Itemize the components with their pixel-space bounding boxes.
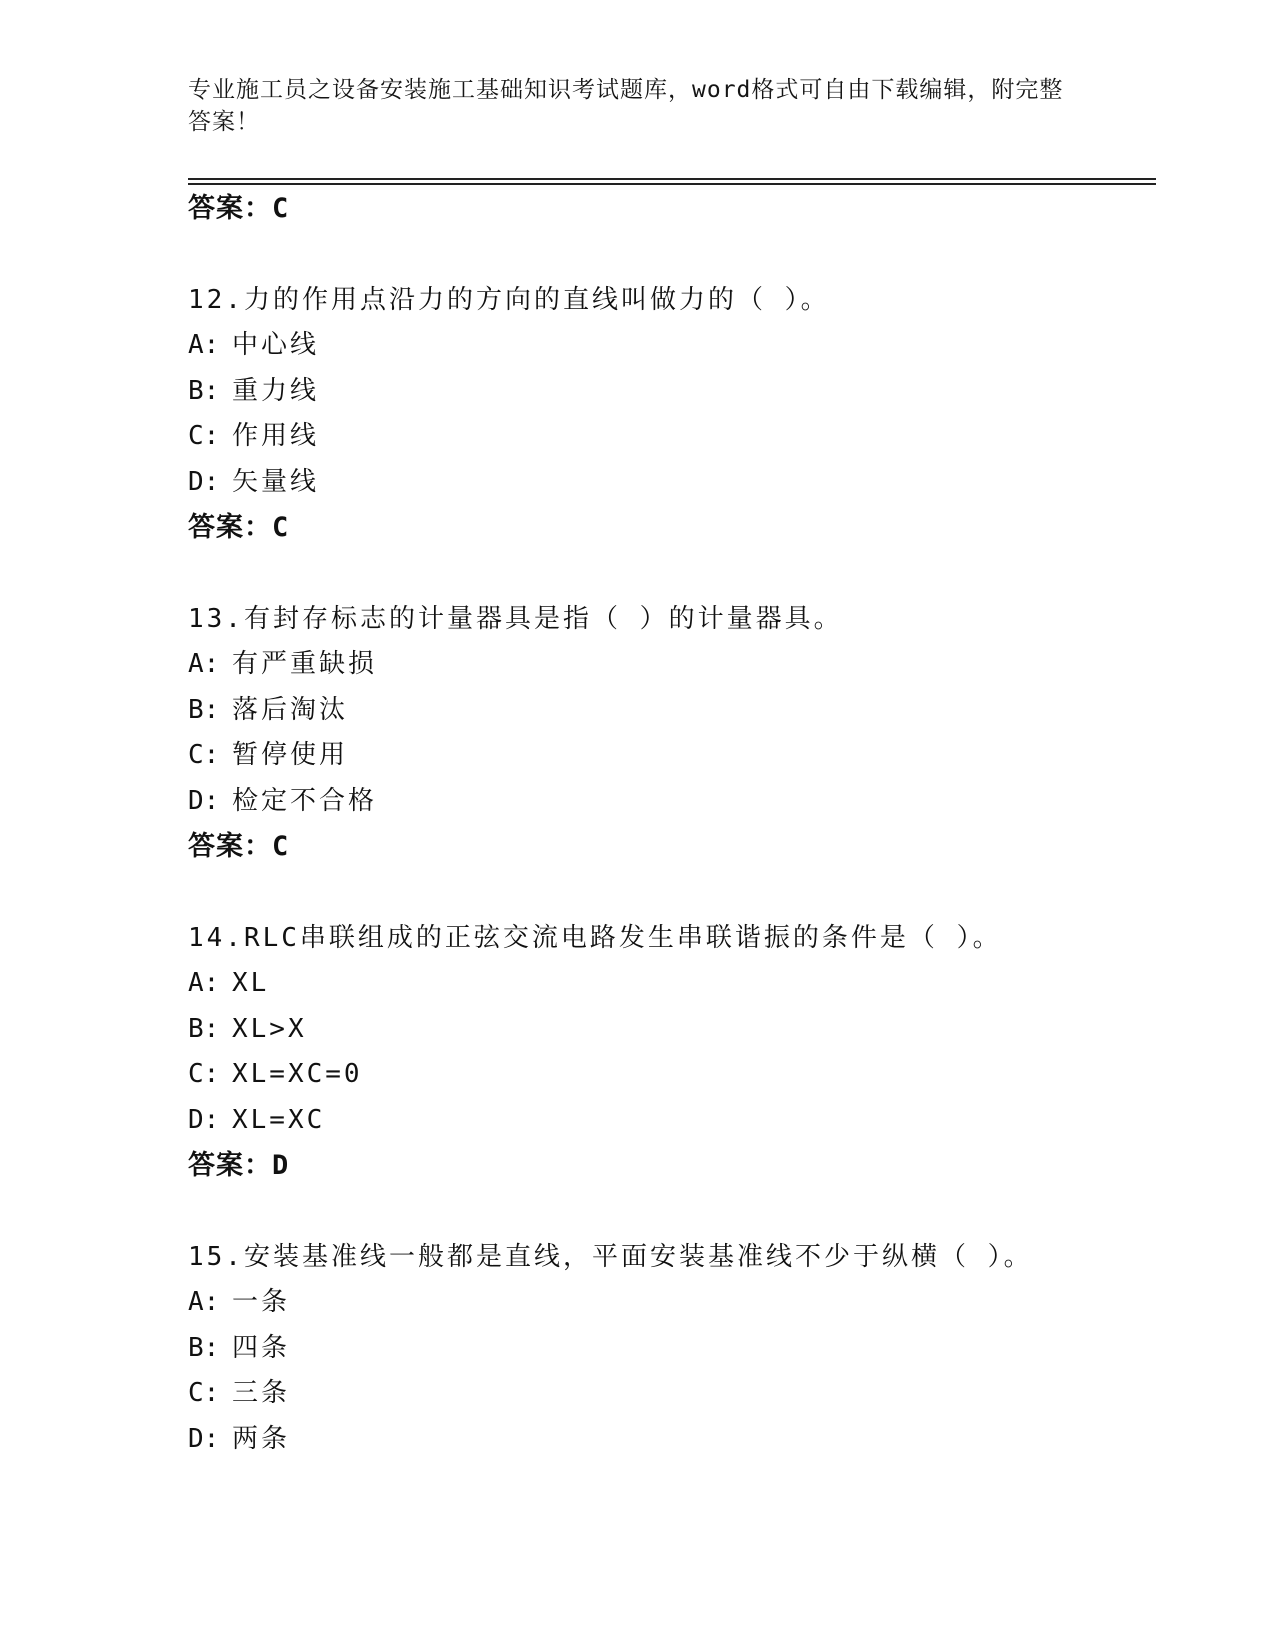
option-c xyxy=(188,1052,1156,1098)
option-d xyxy=(188,779,1156,825)
option-c xyxy=(188,1371,1156,1417)
option-a xyxy=(188,323,1156,369)
option-a xyxy=(188,642,1156,688)
option-c xyxy=(188,414,1156,460)
option-letter: A: xyxy=(188,649,220,679)
option-d xyxy=(188,1098,1156,1144)
header-divider-bottom xyxy=(188,183,1156,185)
option-letter: D: xyxy=(188,785,220,816)
option-d xyxy=(188,1417,1156,1463)
question-stem: 13.有封存标志的计量器具是指（ ）的计量器具。 xyxy=(188,604,843,634)
option-text: 落后淘汰 xyxy=(232,694,349,725)
option-letter: C: xyxy=(188,1378,220,1408)
option-letter: C: xyxy=(188,1059,220,1089)
option-b xyxy=(188,1326,1156,1372)
option-text: 四条 xyxy=(232,1332,291,1363)
option-text: 矢量线 xyxy=(232,466,320,497)
option-text: 检定不合格 xyxy=(232,785,378,816)
option-letter: B: xyxy=(188,694,220,725)
option-text: 中心线 xyxy=(232,330,320,360)
question-stem: 14.RLC串联组成的正弦交流电路发生串联谐振的条件是（ ）。 xyxy=(188,923,1002,953)
question-stem: 15.安装基准线一般都是直线，平面安装基准线不少于纵横（ ）。 xyxy=(188,1242,1033,1272)
option-text: 有严重缺损 xyxy=(232,649,378,679)
header-divider-top xyxy=(188,178,1156,180)
option-letter: C: xyxy=(188,740,220,770)
option-letter: D: xyxy=(188,466,220,497)
answer-line: 答案：D xyxy=(188,1150,290,1181)
question-stem: 12.力的作用点沿力的方向的直线叫做力的（ ）。 xyxy=(188,285,830,315)
answer-line: 答案：C xyxy=(188,512,290,543)
option-b xyxy=(188,369,1156,415)
option-letter: A: xyxy=(188,968,220,998)
option-text: 重力线 xyxy=(232,375,320,406)
option-b xyxy=(188,688,1156,734)
option-letter: C: xyxy=(188,421,220,451)
document-header: 专业施工员之设备安装施工基础知识考试题库，word格式可自由下载编辑，附完整答案！ xyxy=(188,77,1064,135)
option-letter: B: xyxy=(188,375,220,406)
question-block xyxy=(188,278,1156,550)
option-text: 暂停使用 xyxy=(232,740,349,770)
option-text: XL=XC xyxy=(232,1104,326,1135)
option-text: 两条 xyxy=(232,1423,291,1454)
option-a xyxy=(188,1280,1156,1326)
option-letter: D: xyxy=(188,1104,220,1135)
answer-line: 答案：C xyxy=(188,193,290,224)
option-c xyxy=(188,733,1156,779)
option-text: XL>X xyxy=(232,1013,307,1044)
option-letter: A: xyxy=(188,1287,220,1317)
option-letter: B: xyxy=(188,1013,220,1044)
option-letter: D: xyxy=(188,1423,220,1454)
question-block xyxy=(188,1235,1156,1462)
option-letter: B: xyxy=(188,1332,220,1363)
question-list xyxy=(188,186,1156,1462)
option-b xyxy=(188,1007,1156,1053)
option-text: 一条 xyxy=(232,1287,291,1317)
option-text: 作用线 xyxy=(232,421,320,451)
answer-line: 答案：C xyxy=(188,831,290,862)
option-text: XL=XC=0 xyxy=(232,1059,363,1089)
option-text: XL xyxy=(232,968,270,998)
option-d xyxy=(188,460,1156,506)
option-text: 三条 xyxy=(232,1378,291,1408)
option-letter: A: xyxy=(188,330,220,360)
option-a xyxy=(188,961,1156,1007)
question-block xyxy=(188,597,1156,869)
question-block xyxy=(188,916,1156,1188)
